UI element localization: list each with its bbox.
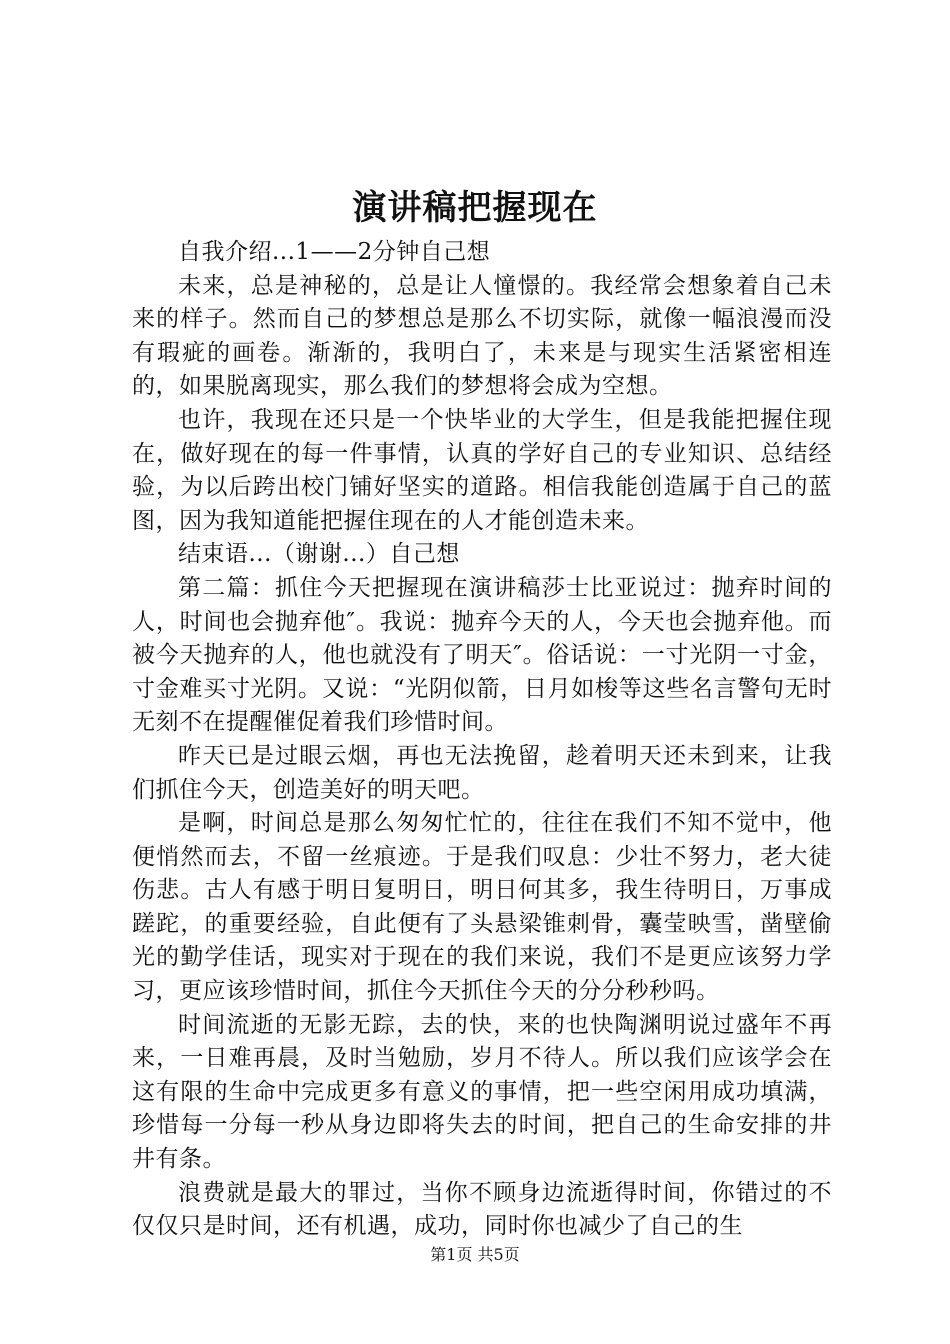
paragraph: 也许，我现在还只是一个快毕业的大学生，但是我能把握住现在，做好现在的每一件事情，认真的学好自己的专业知识、总结经验，为以后跨出校门铺好坚实的道路。相信我能创造属于自己的蓝图，因为我知道能把握住现在的人才能创造未来。 [132,406,832,534]
document-title: 演讲稿把握现在 [352,188,598,228]
paragraph: 自我介绍...1——2分钟自己想 [178,239,491,265]
paragraph: 昨天已是过眼云烟，再也无法挽留，趁着明天还未到来，让我们抓住今天，创造美好的明天吧。 [132,742,832,803]
paragraph: 时间流逝的无影无踪，去的快，来的也快陶渊明说过盛年不再来，一日难再晨，及时当勉励，岁月不待人。所以我们应该学会在这有限的生命中完成更多有意义的事情，把一些空闲用成功填满，珍惜每一分每一秒从身边即将失去的时间，把自己的生命安排的井井有条。 [132,1011,832,1173]
document-body [132,236,832,1244]
paragraph: 未来，总是神秘的，总是让人憧憬的。我经常会想象着自己未来的样子。然而自己的梦想总是那么不切实际，就像一幅浪漫而没有瑕疵的画卷。渐渐的，我明白了，未来是与现实生活紧密相连的，如果脱离现实，那么我们的梦想将会成为空想。 [132,272,832,400]
page-number-footer: 第1页 共5页 [430,1245,520,1264]
paragraph: 浪费就是最大的罪过，当你不顾身边流逝得时间，你错过的不仅仅只是时间，还有机遇，成功，同时你也减少了自己的生 [132,1179,832,1240]
paragraph: 第二篇：抓住今天把握现在演讲稿莎士比亚说过：抛弃时间的人，时间也会抛弃他″。我说：抛弃今天的人，今天也会抛弃他。而被今天抛弃的人，他也就没有了明天″。俗话说：一寸光阴一寸金，寸金难买寸光阴。又说：“光阴似箭，日月如梭等这些名言警句无时无刻不在提醒催促着我们珍惜时间。 [132,574,832,736]
paragraph: 是啊，时间总是那么匆匆忙忙的，往往在我们不知不觉中，他便悄然而去，不留一丝痕迹。于是我们叹息：少壮不努力，老大徒伤悲。古人有感于明日复明日，明日何其多，我生待明日，万事成蹉跎，的重要经验，自此便有了头悬梁锥刺骨，囊莹映雪，凿壁偷光的勤学佳话，现实对于现在的我们来说，我们不是更应该努力学习，更应该珍惜时间，抓住今天抓住今天的分分秒秒吗。 [132,810,832,1005]
paragraph: 结束语...（谢谢...）自己想 [178,541,460,568]
